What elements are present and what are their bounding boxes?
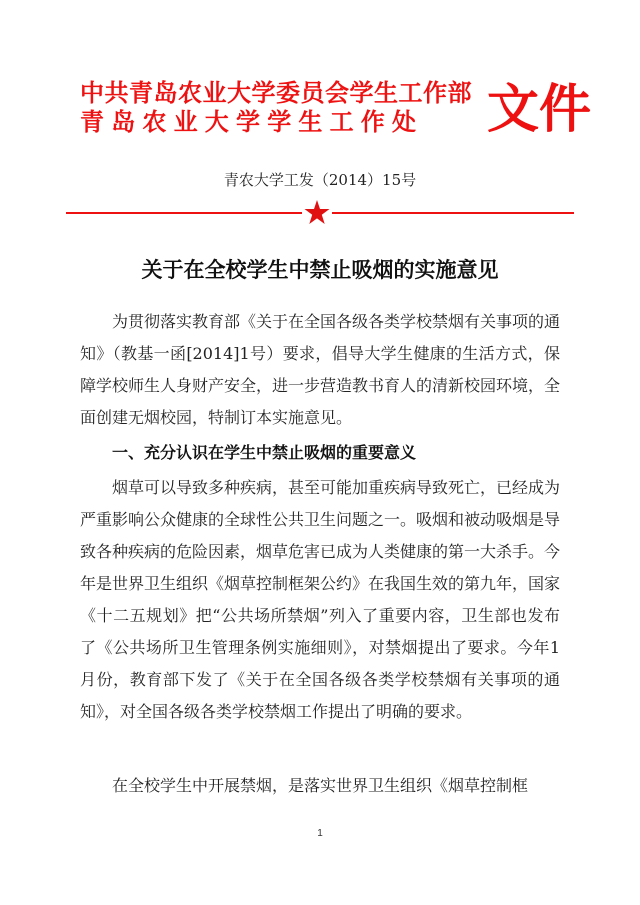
section-1-heading: 一、充分认识在学生中禁止吸烟的重要意义 bbox=[112, 443, 417, 462]
document-number: 青农大学工发（2014）15号 bbox=[223, 171, 417, 189]
issuer-line-2: 青岛农业大学学生工作处 bbox=[80, 107, 424, 136]
star-icon-svg bbox=[304, 199, 330, 225]
star-icon bbox=[302, 197, 332, 227]
document-title: 关于在全校学生中禁止吸烟的实施意见 bbox=[141, 258, 499, 282]
issuer-line-1: 中共青岛农业大学委员会学生工作部 bbox=[80, 78, 472, 107]
paragraph-3: 在全校学生中开展禁烟，是落实世界卫生组织《烟草控制框 bbox=[112, 776, 529, 795]
paragraph-1: 为贯彻落实教育部《关于在全国各级各类学校禁烟有关事项的通知》（教基一函[2014]1号）要求，倡导大学生健康的生活方式，保障学校师生人身财产安全，进一步营造教书育人的清新校园环境，全面创建无烟校园，特制订本实施意见。 bbox=[80, 312, 561, 427]
page-number: 1 bbox=[317, 828, 323, 839]
paragraph-2: 烟草可以导致多种疾病，甚至可能加重疾病导致死亡，已经成为严重影响公众健康的全球性公共卫生问题之一。吸烟和被动吸烟是导致各种疾病的危险因素，烟草危害已成为人类健康的第一大杀手。今年是世界卫生组织《烟草控制框架公约》在我国生效的第九年，国家《十二五规划》把“公共场所禁烟”列入了重要内容，卫生部也发布了《公共场所卫生管理条例实施细则》，对禁烟提出了要求。今年1月份，教育部下发了《关于在全国各级各类学校禁烟有关事项的通知》，对全国各级各类学校禁烟工作提出了明确的要求。 bbox=[80, 478, 561, 721]
document-mark: 文件 bbox=[487, 79, 592, 140]
